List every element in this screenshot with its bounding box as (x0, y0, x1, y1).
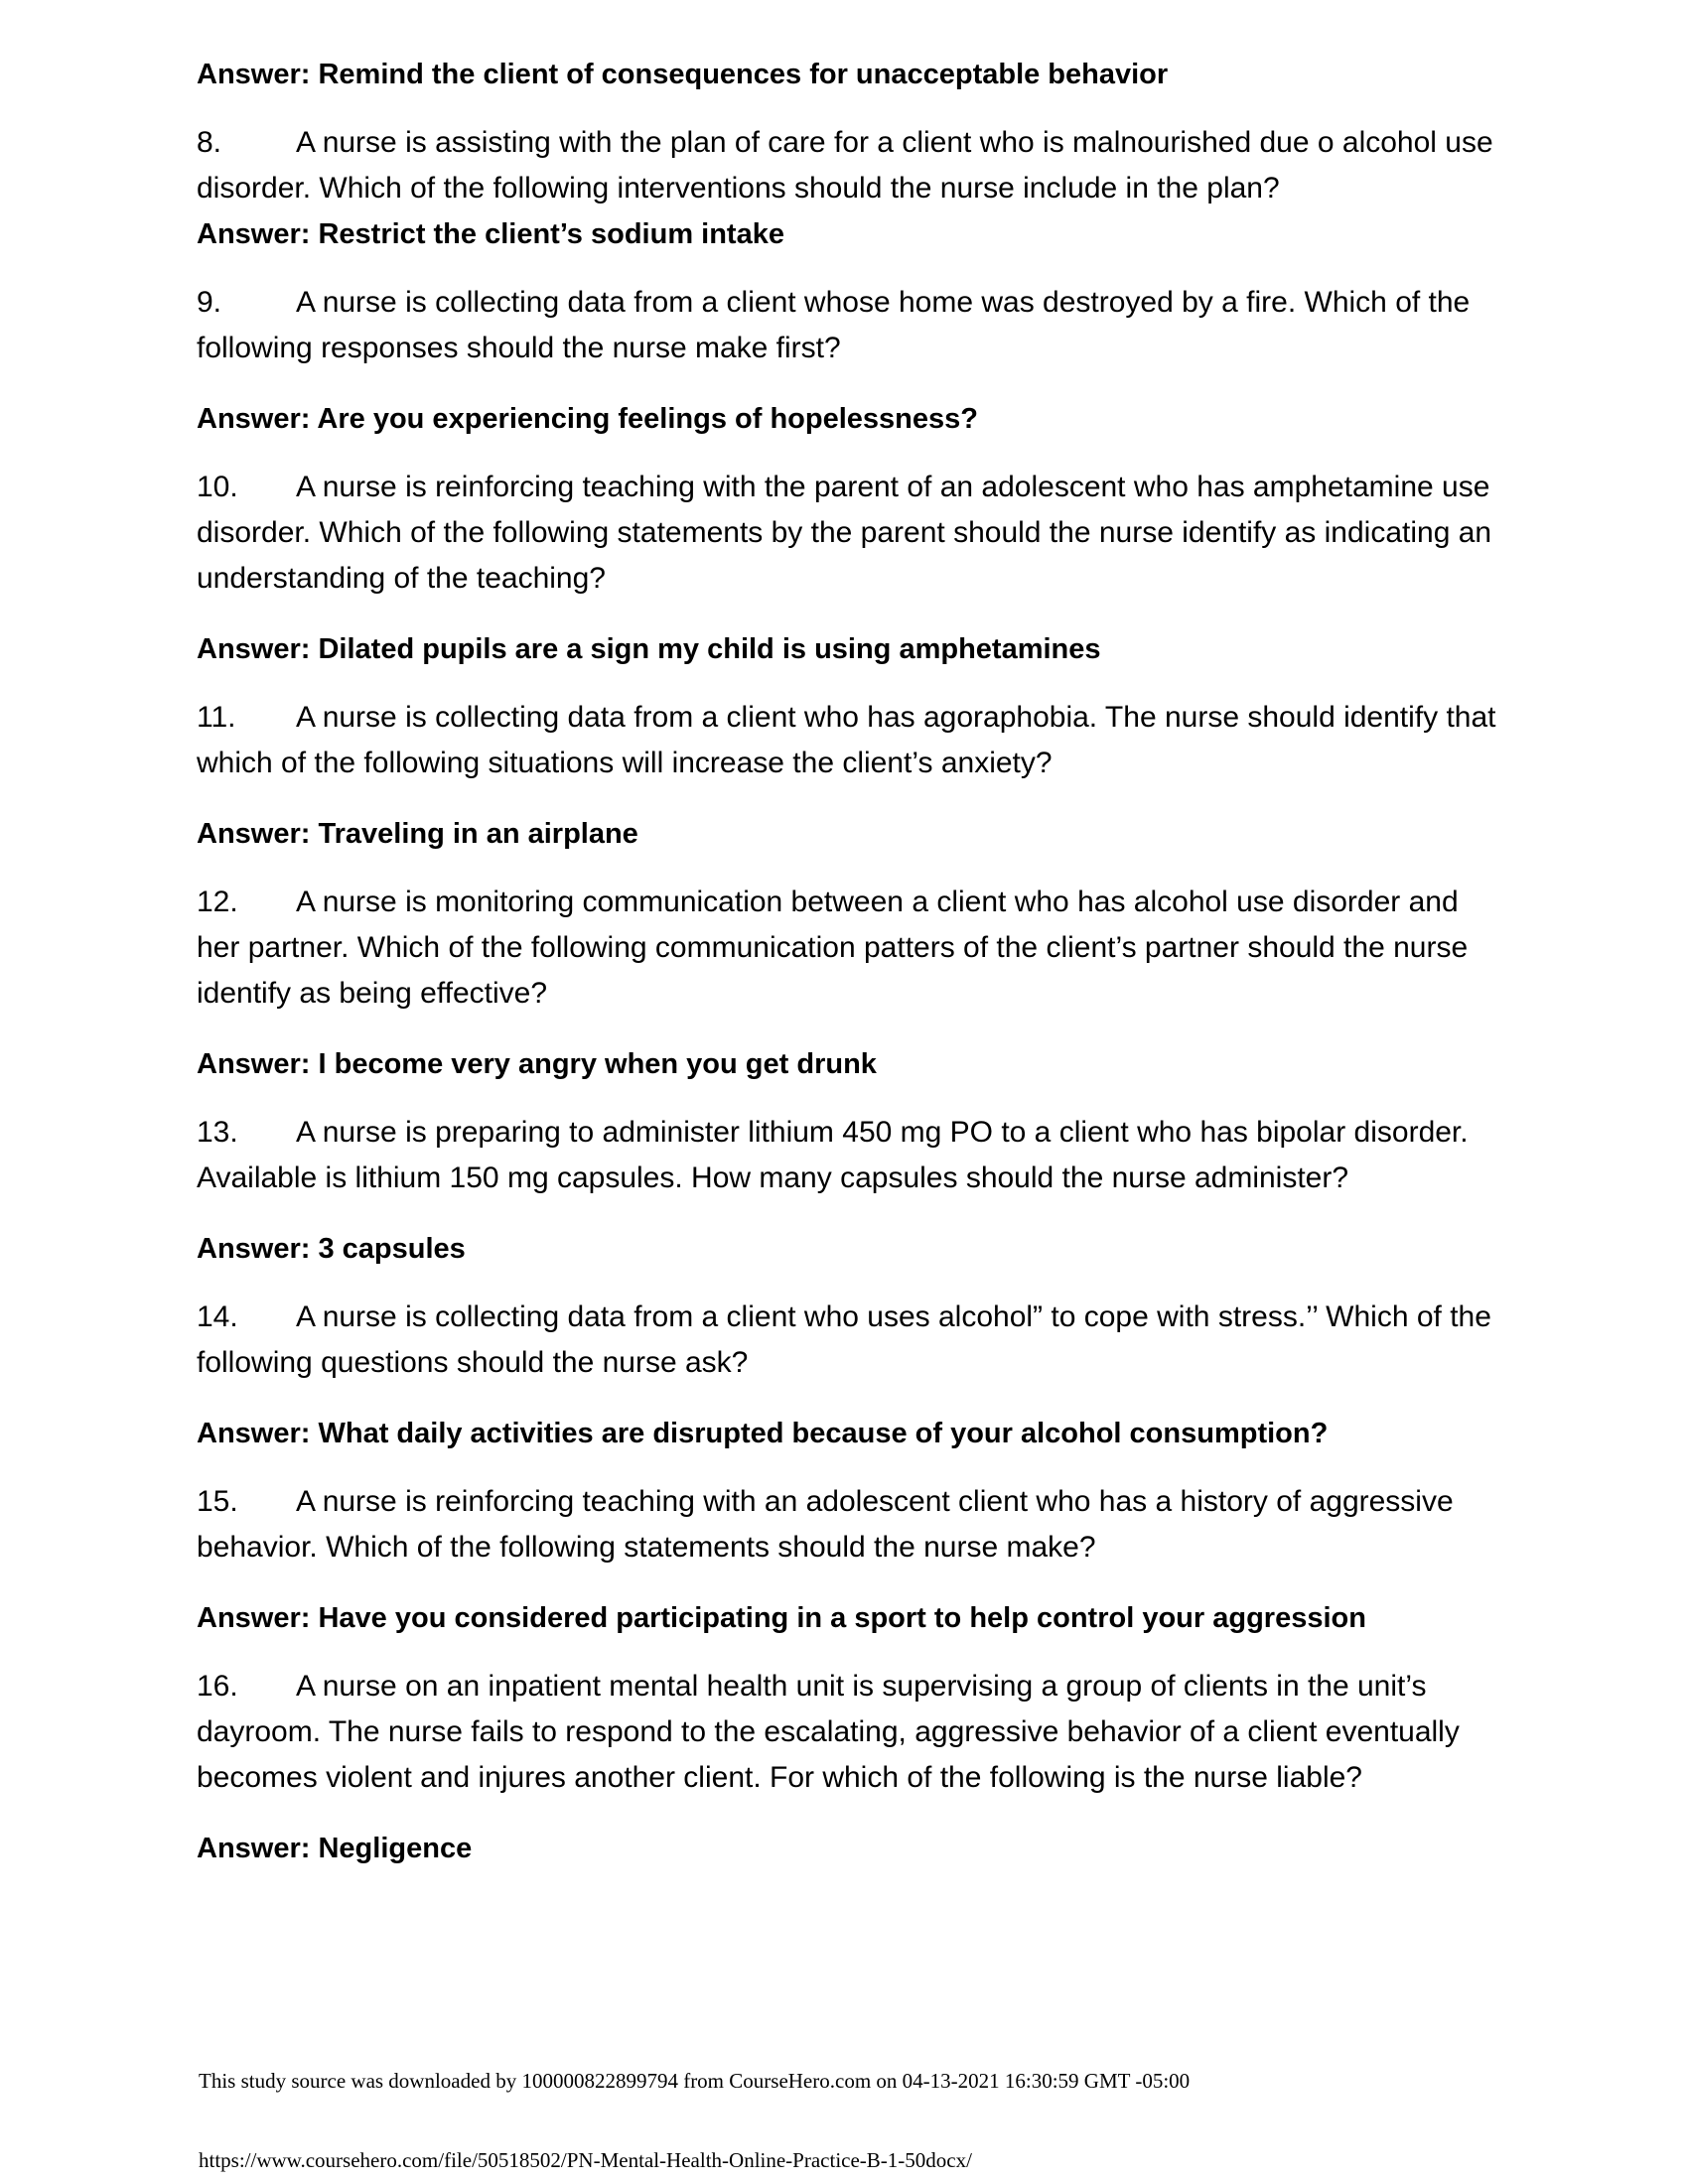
answer-text: I become very angry when you get drunk (318, 1048, 877, 1080)
answer-8 (197, 211, 1507, 257)
question-text: A nurse is assisting with the plan of care for a client who is malnourished due o alcohol use disorder. Which of the following interventions should the nurse include in the plan? (197, 126, 1493, 205)
question-number: 15. (197, 1485, 238, 1518)
answer-prefix: Answer: (197, 1233, 319, 1265)
question-9 (197, 280, 1507, 371)
question-number: 8. (197, 126, 222, 159)
question-8 (197, 120, 1507, 211)
answer-prefix: Answer: (197, 1418, 319, 1449)
answer-15 (197, 1595, 1507, 1641)
question-text: A nurse is collecting data from a client who has agoraphobia. The nurse should identify that which of the following situations will increase the client’s anxiety? (197, 701, 1496, 779)
answer-9 (197, 396, 1507, 442)
answer-text: Are you experiencing feelings of hopelessness? (317, 403, 978, 435)
answer-16 (197, 1826, 1507, 1871)
question-text: A nurse on an inpatient mental health unit is supervising a group of clients in the unit’s dayroom. The nurse fails to respond to the escalating, aggressive behavior of a client eventually becomes violent and injures another client. For which of the following is the nurse liable? (197, 1670, 1460, 1794)
answer-text: 3 capsules (318, 1233, 466, 1265)
answer-text: Negligence (318, 1833, 473, 1864)
answer-prefix: Answer: (197, 633, 319, 665)
answer-text: What daily activities are disrupted because of your alcohol consumption? (318, 1418, 1329, 1449)
question-14 (197, 1295, 1507, 1386)
answer-prefix: Answer: (197, 1602, 319, 1634)
question-text: A nurse is monitoring communication between a client who has alcohol use disorder and her partner. Which of the following communication patters of the client’s partner should the nurse identify as being effective? (197, 886, 1469, 1010)
question-13 (197, 1110, 1507, 1201)
question-number: 10. (197, 471, 238, 503)
question-number: 12. (197, 886, 238, 918)
question-16 (197, 1664, 1507, 1801)
question-text: A nurse is collecting data from a client who uses alcohol” to cope with stress.’’ Which of the following questions should the nurse ask? (197, 1300, 1491, 1379)
answer-prefix: Answer: (197, 1833, 319, 1864)
question-number: 16. (197, 1670, 238, 1703)
answer-13 (197, 1226, 1507, 1272)
answer-10 (197, 626, 1507, 672)
answer-text: Traveling in an airplane (318, 818, 638, 850)
answer-text: Remind the client of consequences for unacceptable behavior (318, 59, 1169, 90)
question-10 (197, 465, 1507, 602)
question-number: 13. (197, 1116, 238, 1149)
answer-prefix: Answer: (197, 1048, 319, 1080)
answer-11 (197, 811, 1507, 857)
source-url[interactable]: https://www.coursehero.com/file/50518502/PN-Mental-Health-Online-Practice-B-1-50docx/ (199, 2148, 972, 2172)
question-text: A nurse is reinforcing teaching with the parent of an adolescent who has amphetamine use disorder. Which of the following statements by the parent should the nurse identify as indicating an understanding of the teaching? (197, 471, 1492, 595)
question-11 (197, 695, 1507, 786)
answer-14 (197, 1411, 1507, 1456)
document-body (197, 52, 1507, 1871)
answer-12 (197, 1041, 1507, 1087)
question-number: 14. (197, 1300, 238, 1333)
answer-text: Restrict the client’s sodium intake (318, 218, 784, 250)
answer-prefix: Answer: (197, 59, 319, 90)
question-12 (197, 880, 1507, 1017)
question-text: A nurse is reinforcing teaching with an adolescent client who has a history of aggressive behavior. Which of the following statements should the nurse make? (197, 1485, 1454, 1564)
answer-text: Have you considered participating in a sport to help control your aggression (318, 1602, 1366, 1634)
question-text: A nurse is preparing to administer lithium 450 mg PO to a client who has bipolar disorder. Available is lithium 150 mg capsules. How many capsules should the nurse administer? (197, 1116, 1469, 1194)
question-text: A nurse is collecting data from a client whose home was destroyed by a fire. Which of the following responses should the nurse make first? (197, 286, 1471, 364)
answer-text: Dilated pupils are a sign my child is using amphetamines (318, 633, 1101, 665)
answer-prefix: Answer: (197, 403, 318, 435)
question-15 (197, 1479, 1507, 1570)
download-source-notice: This study source was downloaded by 100000822899794 from CourseHero.com on 04-13-2021 16:30:59 GMT -05:00 (199, 2069, 1191, 2093)
answer-7 (197, 52, 1507, 97)
answer-prefix: Answer: (197, 818, 319, 850)
question-number: 11. (197, 701, 236, 734)
answer-prefix: Answer: (197, 218, 319, 250)
question-number: 9. (197, 286, 222, 319)
